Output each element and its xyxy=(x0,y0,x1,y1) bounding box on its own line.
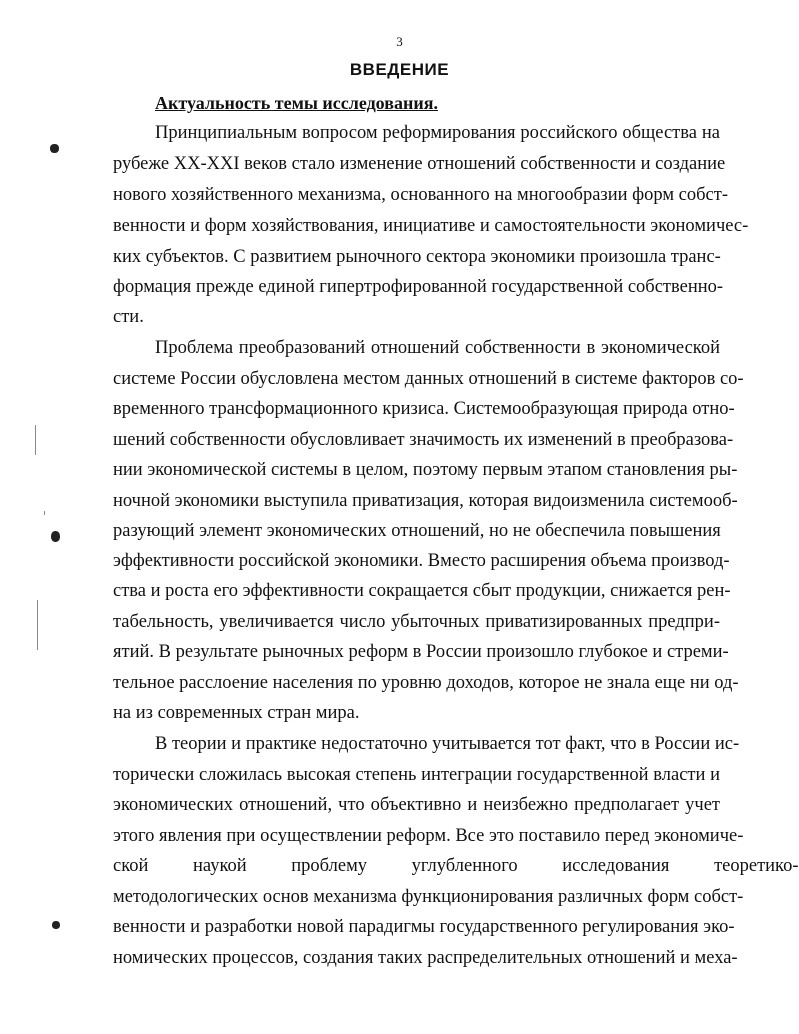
text-line: этого явления при осуществлении реформ. Все это поставило перед экономиче- xyxy=(113,826,744,846)
scan-mark-icon xyxy=(50,144,59,153)
text-line: сти. xyxy=(113,307,144,327)
text-line: методологических основ механизма функционирования различных форм собст- xyxy=(113,887,744,907)
page-number: 3 xyxy=(396,34,403,49)
text-line: ких субъектов. С развитием рыночного сектора экономики произошла транс- xyxy=(113,247,721,267)
text-line: рубеже XX-XXI веков стало изменение отношений собственности и создание xyxy=(113,154,726,174)
text-line: разующий элемент экономических отношений, но не обеспечила повышения xyxy=(113,521,721,541)
text-line: эффективности российской экономики. Вместо расширения объема производ- xyxy=(113,551,730,571)
text-line: нового хозяйственного механизма, основанного на многообразии форм собст- xyxy=(113,185,729,205)
text-line: Проблема преобразований отношений собственности в экономической xyxy=(155,338,720,358)
text-line: ночной экономики выступила приватизация, которая видоизменила системооб- xyxy=(113,491,738,511)
text-line: В теории и практике недостаточно учитывается тот факт, что в России ис- xyxy=(155,734,740,754)
text-line: тельное расслоение населения по уровню доходов, которое не знала еще ни од- xyxy=(113,673,739,693)
scan-speck-icon xyxy=(35,425,36,455)
text-line: формация прежде единой гипертрофированной государственной собственно- xyxy=(113,277,724,297)
text-line: нии экономической системы в целом, поэтому первым этапом становления ры- xyxy=(113,460,738,480)
section-subheading: Актуальность темы исследования. xyxy=(155,93,438,113)
text-line: ской наукой проблему углубленного исследования теоретико- xyxy=(113,856,799,876)
text-line: на из современных стран мира. xyxy=(113,703,360,723)
text-line: венности и разработки новой парадигмы государственного регулирования эко- xyxy=(113,917,735,937)
scan-speck-icon xyxy=(37,600,38,650)
text-line: временного трансформационного кризиса. Системообразующая природа отно- xyxy=(113,399,735,419)
text-line: ства и роста его эффективности сокращается сбыт продукции, снижается рен- xyxy=(113,581,731,601)
scan-mark-icon xyxy=(52,921,60,929)
text-line: Принципиальным вопросом реформирования российского общества на xyxy=(155,123,720,143)
text-line: системе России обусловлена местом данных отношений в системе факторов со- xyxy=(113,369,744,389)
scan-speck-icon xyxy=(44,511,45,515)
text-line: ятий. В результате рыночных реформ в России произошло глубокое и стреми- xyxy=(113,642,729,662)
page-title: ВВЕДЕНИЕ xyxy=(349,60,450,79)
text-line: номических процессов, создания таких распределительных отношений и меха- xyxy=(113,948,738,968)
text-line: шений собственности обусловливает значимость их изменений в преобразова- xyxy=(113,430,734,450)
text-line: экономических отношений, что объективно и неизбежно предполагает учет xyxy=(113,795,720,815)
text-line: венности и форм хозяйствования, инициативе и самостоятельности экономичес- xyxy=(113,216,749,236)
text-line: торически сложилась высокая степень интеграции государственной власти и xyxy=(113,765,720,785)
scan-mark-icon xyxy=(51,531,60,542)
text-line: табельность, увеличивается число убыточных приватизированных предпри- xyxy=(113,612,720,632)
